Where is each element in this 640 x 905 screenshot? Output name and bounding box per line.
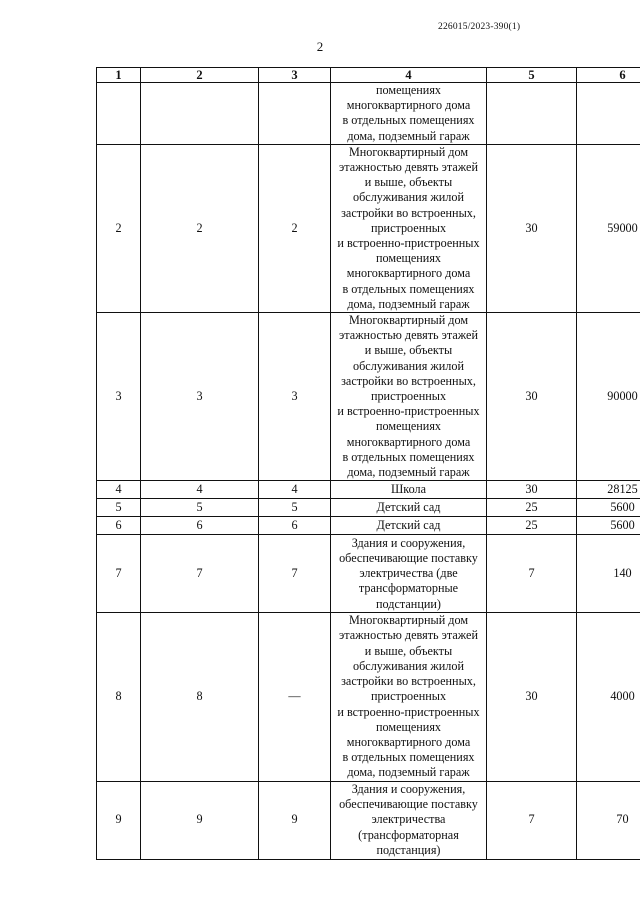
cell-c3: 6 [259,517,331,535]
cell-c2: 2 [141,144,259,312]
cell-c2: 3 [141,313,259,481]
cell-c3: 5 [259,499,331,517]
header-cell: 3 [259,68,331,83]
cell-c3: — [259,613,331,781]
table-row [97,313,640,481]
header-cell: 2 [141,68,259,83]
cell-description: Детский сад [331,499,487,517]
data-table [96,67,640,860]
cell-c3: 2 [259,144,331,312]
cell-description: Школа [331,481,487,499]
cell-c3: 7 [259,535,331,613]
cell-c1: 3 [97,313,141,481]
cell-c2: 5 [141,499,259,517]
header-cell: 5 [487,68,577,83]
cell-c6: 5600 [577,499,640,517]
cell-c1 [97,83,141,145]
header-cell: 1 [97,68,141,83]
table-row [97,535,640,613]
document-number: 226015/2023-390(1) [438,22,521,32]
cell-c5: 25 [487,499,577,517]
cell-c5: 7 [487,535,577,613]
cell-c3: 4 [259,481,331,499]
cell-c1: 7 [97,535,141,613]
cell-c6: 70 [577,781,640,859]
table-row [97,517,640,535]
cell-description: Детский сад [331,517,487,535]
cell-c5: 30 [487,313,577,481]
cell-c6: 28125 [577,481,640,499]
cell-c1: 2 [97,144,141,312]
cell-c2: 7 [141,535,259,613]
cell-c6: 140 [577,535,640,613]
cell-c6: 5600 [577,517,640,535]
cell-c2: 4 [141,481,259,499]
cell-c3: 3 [259,313,331,481]
cell-c1: 9 [97,781,141,859]
table-row [97,499,640,517]
table-header-row [97,68,640,83]
cell-c5: 30 [487,481,577,499]
cell-description: Многоквартирный дом этажностью девять этажей и выше, объекты обслуживания жилой застройки во встроенных, пристроенных и встроенно-пристроенных помещениях многоквартирного дома в отдельных помещениях дома, подземный гараж [331,613,487,781]
cell-description: Многоквартирный дом этажностью девять этажей и выше, объекты обслуживания жилой застройки во встроенных, пристроенных и встроенно-пристроенных помещениях многоквартирного дома в отдельных помещениях дома, подземный гараж [331,313,487,481]
cell-c1: 5 [97,499,141,517]
page-number: 2 [316,39,324,54]
table-row [97,781,640,859]
cell-c5: 30 [487,144,577,312]
cell-c1: 8 [97,613,141,781]
cell-c3: 9 [259,781,331,859]
cell-c5: 25 [487,517,577,535]
cell-c3 [259,83,331,145]
cell-c6: 59000 [577,144,640,312]
cell-c5 [487,83,577,145]
cell-c1: 6 [97,517,141,535]
cell-description: Здания и сооружения, обеспечивающие поставку электричества (две трансформаторные подстанции) [331,535,487,613]
cell-c5: 30 [487,613,577,781]
cell-c2: 6 [141,517,259,535]
cell-c1: 4 [97,481,141,499]
table-row [97,481,640,499]
cell-description: помещениях многоквартирного дома в отдельных помещениях дома, подземный гараж [331,83,487,145]
cell-c6: 4000 [577,613,640,781]
cell-c2: 8 [141,613,259,781]
cell-c6 [577,83,640,145]
table-row [97,144,640,312]
cell-c6: 90000 [577,313,640,481]
cell-c2 [141,83,259,145]
header-cell: 6 [577,68,640,83]
header-cell: 4 [331,68,487,83]
table-row [97,613,640,781]
cell-description: Здания и сооружения, обеспечивающие поставку электричества (трансформаторная подстанция) [331,781,487,859]
cell-c5: 7 [487,781,577,859]
cell-c2: 9 [141,781,259,859]
cell-description: Многоквартирный дом этажностью девять этажей и выше, объекты обслуживания жилой застройки во встроенных, пристроенных и встроенно-пристроенных помещениях многоквартирного дома в отдельных помещениях дома, подземный гараж [331,144,487,312]
table-row [97,83,640,145]
